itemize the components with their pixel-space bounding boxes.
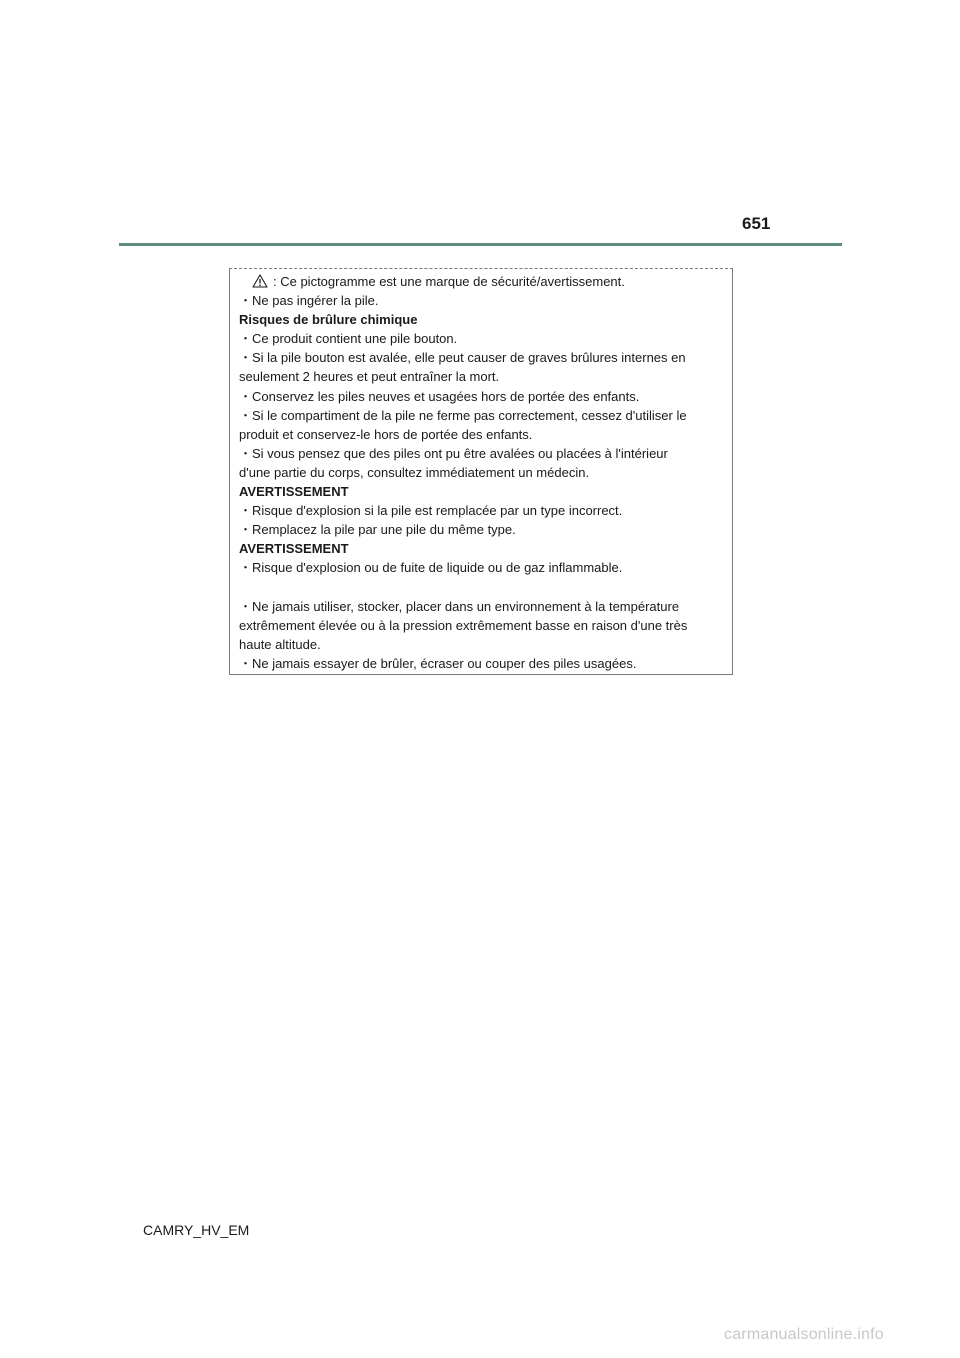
warning-text-line: ・Ne jamais utiliser, stocker, placer dans un environnement à la température: [239, 598, 680, 614]
warning-text-line: ・Remplacez la pile par une pile du même type.: [239, 522, 516, 538]
battery-warning-box: [229, 268, 733, 675]
warning-text-line: ・Risque d'explosion si la pile est remplacée par un type incorrect.: [239, 503, 623, 519]
warning-text-line: seulement 2 heures et peut entraîner la mort.: [239, 369, 500, 385]
warning-text-line: [239, 578, 723, 597]
warning-text-line: d'une partie du corps, consultez immédiatement un médecin.: [239, 464, 590, 480]
page-number: 651: [742, 214, 771, 233]
warning-intro-line: [239, 272, 723, 291]
warning-text-line: ・Si vous pensez que des piles ont pu être avalées ou placées à l'intérieur: [239, 445, 668, 461]
warning-text-line: ・Si le compartiment de la pile ne ferme pas correctement, cessez d'utiliser le: [239, 407, 687, 423]
warning-heading: AVERTISSEMENT: [239, 541, 349, 557]
warning-text-line: ・Ne jamais essayer de brûler, écraser ou couper des piles usagées.: [239, 655, 637, 671]
warning-triangle-icon: [252, 274, 268, 288]
warning-intro-text: : Ce pictogramme est une marque de sécurité/avertissement.: [273, 274, 625, 289]
warning-heading: AVERTISSEMENT: [239, 484, 349, 500]
warning-lines: [239, 291, 723, 673]
header-rule: [119, 243, 842, 246]
warning-text-line: extrêmement élevée ou à la pression extrêmement basse en raison d'une très: [239, 617, 688, 633]
warning-text-line: ・Risque d'explosion ou de fuite de liquide ou de gaz inflammable.: [239, 560, 623, 576]
warning-text-line: haute altitude.: [239, 636, 321, 652]
warning-text-line: ・Conservez les piles neuves et usagées hors de portée des enfants.: [239, 388, 640, 404]
warning-text-line: ・Si la pile bouton est avalée, elle peut causer de graves brûlures internes en: [239, 350, 686, 366]
warning-text-line: ・Ce produit contient une pile bouton.: [239, 331, 458, 347]
warning-heading: Risques de brûlure chimique: [239, 312, 418, 328]
warning-text-line: ・Ne pas ingérer la pile.: [239, 293, 379, 309]
warning-text-line: produit et conservez-le hors de portée des enfants.: [239, 426, 533, 442]
footer-document-code: CAMRY_HV_EM: [143, 1222, 250, 1238]
site-watermark: carmanualsonline.info: [724, 1326, 884, 1343]
